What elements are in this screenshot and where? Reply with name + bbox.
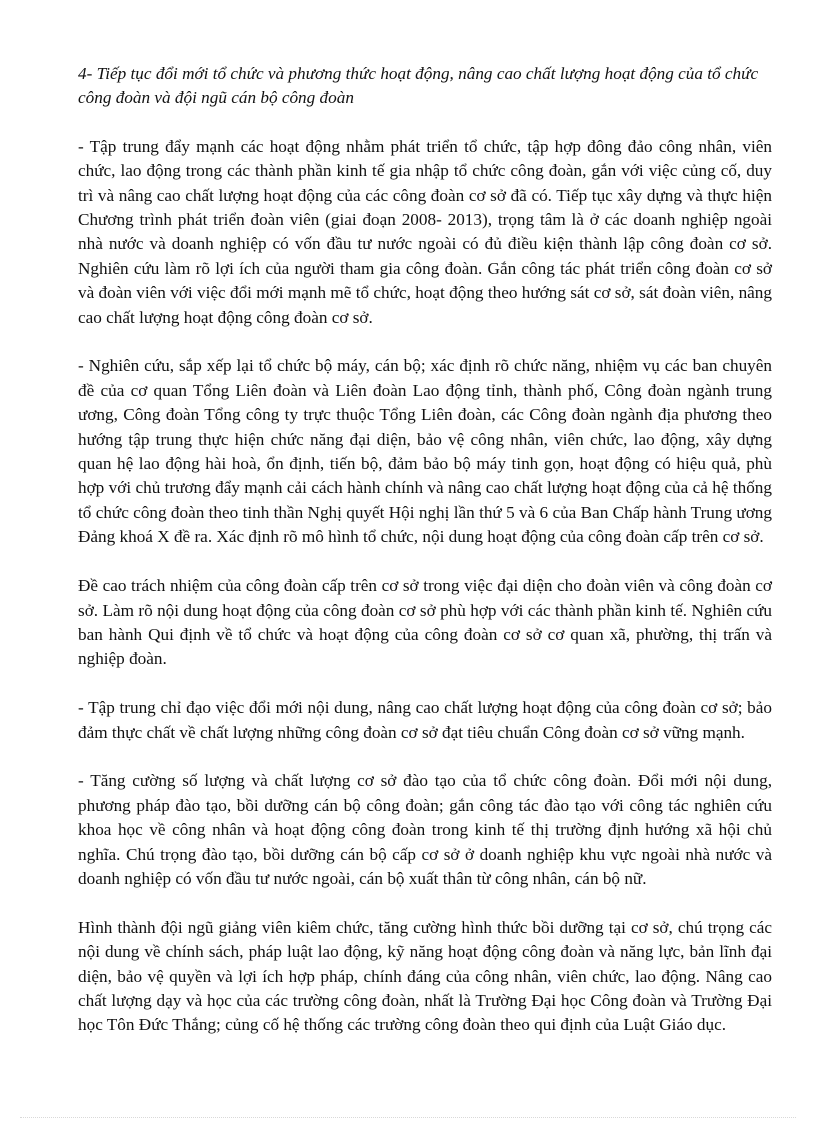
paragraph-1: - Tập trung đẩy mạnh các hoạt động nhằm phát triển tổ chức, tập hợp đông đảo công nhân, viên chức, lao động trong các thành phần kinh tế gia nhập tổ chức công đoàn, gắn với việc củng cố, duy trì và nâng cao chất lượng hoạt động của các công đoàn cơ sở đã có. Tiếp tục xây dựng và thực hiện Chương trình phát triển đoàn viên (giai đoạn 2008- 2013), trọng tâm là ở các doanh nghiệp ngoài nhà nước và doanh nghiệp có vốn đầu tư nước ngoài có đủ điều kiện thành lập công đoàn cơ sở. Nghiên cứu làm rõ lợi ích của người tham gia công đoàn. Gắn công tác phát triển công đoàn cơ sở và đoàn viên với việc đổi mới mạnh mẽ tổ chức, hoạt động theo hướng sát cơ sở, sát đoàn viên, nâng cao chất lượng hoạt động công đoàn cơ sở. — [78, 136, 772, 327]
paragraph-6: Hình thành đội ngũ giảng viên kiêm chức, tăng cường hình thức bồi dưỡng tại cơ sở, chú trọng các nội dung về chính sách, pháp luật lao động, kỹ năng hoạt động công đoàn và năng lực, bản lĩnh đại diện, bảo vệ quyền và lợi ích hợp pháp, chính đáng của công nhân, viên chức, lao động. Nâng cao chất lượng dạy và học của các trường công đoàn, nhất là Trường Đại học Công đoàn và Trường Đại học Tôn Đức Thắng; củng cố hệ thống các trường công đoàn theo qui định của Luật Giáo dục. — [78, 917, 772, 1035]
paragraph-3: Đề cao trách nhiệm của công đoàn cấp trên cơ sở trong việc đại diện cho đoàn viên và công đoàn cơ sở. Làm rõ nội dung hoạt động của công đoàn cơ sở phù hợp với các thành phần kinh tế. Nghiên cứu ban hành Qui định về tổ chức và hoạt động của công đoàn cơ sở cơ quan xã, phường, thị trấn và nghiệp đoàn. — [78, 576, 772, 669]
page-bottom-divider — [20, 1117, 796, 1118]
paragraph-4: - Tập trung chỉ đạo việc đổi mới nội dung, nâng cao chất lượng hoạt động của công đoàn cơ sở; bảo đảm thực chất về chất lượng những công đoàn cơ sở đạt tiêu chuẩn Công đoàn cơ sở vững mạnh. — [78, 698, 772, 742]
paragraph-2: - Nghiên cứu, sắp xếp lại tổ chức bộ máy, cán bộ; xác định rõ chức năng, nhiệm vụ các ban chuyên đề của cơ quan Tổng Liên đoàn và Liên đoàn Lao động tỉnh, thành phố, Công đoàn ngành trung ương, Công đoàn Tổng công ty trực thuộc Tổng Liên đoàn, các Công đoàn ngành địa phương theo hướng tập trung thực hiện chức năng đại diện, bảo vệ công nhân, viên chức, lao động, xây dựng quan hệ lao động hài hoà, ổn định, tiến bộ, đảm bảo bộ máy tinh gọn, hoạt động có hiệu quả, phù hợp với chủ trương đẩy mạnh cải cách hành chính và nâng cao chất lượng hoạt động của cả hệ thống tổ chức công đoàn theo tinh thần Nghị quyết Hội nghị lần thứ 5 và 6 của Ban Chấp hành Trung ương Đảng khoá X đề ra. Xác định rõ mô hình tổ chức, nội dung hoạt động của công đoàn cấp trên cơ sở. — [78, 356, 772, 547]
document-page — [78, 62, 772, 1038]
section-heading: 4- Tiếp tục đổi mới tổ chức và phương thức hoạt động, nâng cao chất lượng hoạt động của tổ chức công đoàn và đội ngũ cán bộ công đoàn — [78, 64, 759, 108]
paragraph-5: - Tăng cường số lượng và chất lượng cơ sở đào tạo của tổ chức công đoàn. Đổi mới nội dung, phương pháp đào tạo, bồi dưỡng cán bộ công đoàn; gắn công tác đào tạo với công tác nghiên cứu khoa học về công nhân và hoạt động công đoàn trong kinh tế thị trường định hướng xã hội chủ nghĩa. Chú trọng đào tạo, bồi dưỡng cán bộ cấp cơ sở ở doanh nghiệp khu vực ngoài nhà nước và doanh nghiệp có vốn đầu tư nước ngoài, cán bộ xuất thân từ công nhân, cán bộ nữ. — [78, 771, 772, 888]
